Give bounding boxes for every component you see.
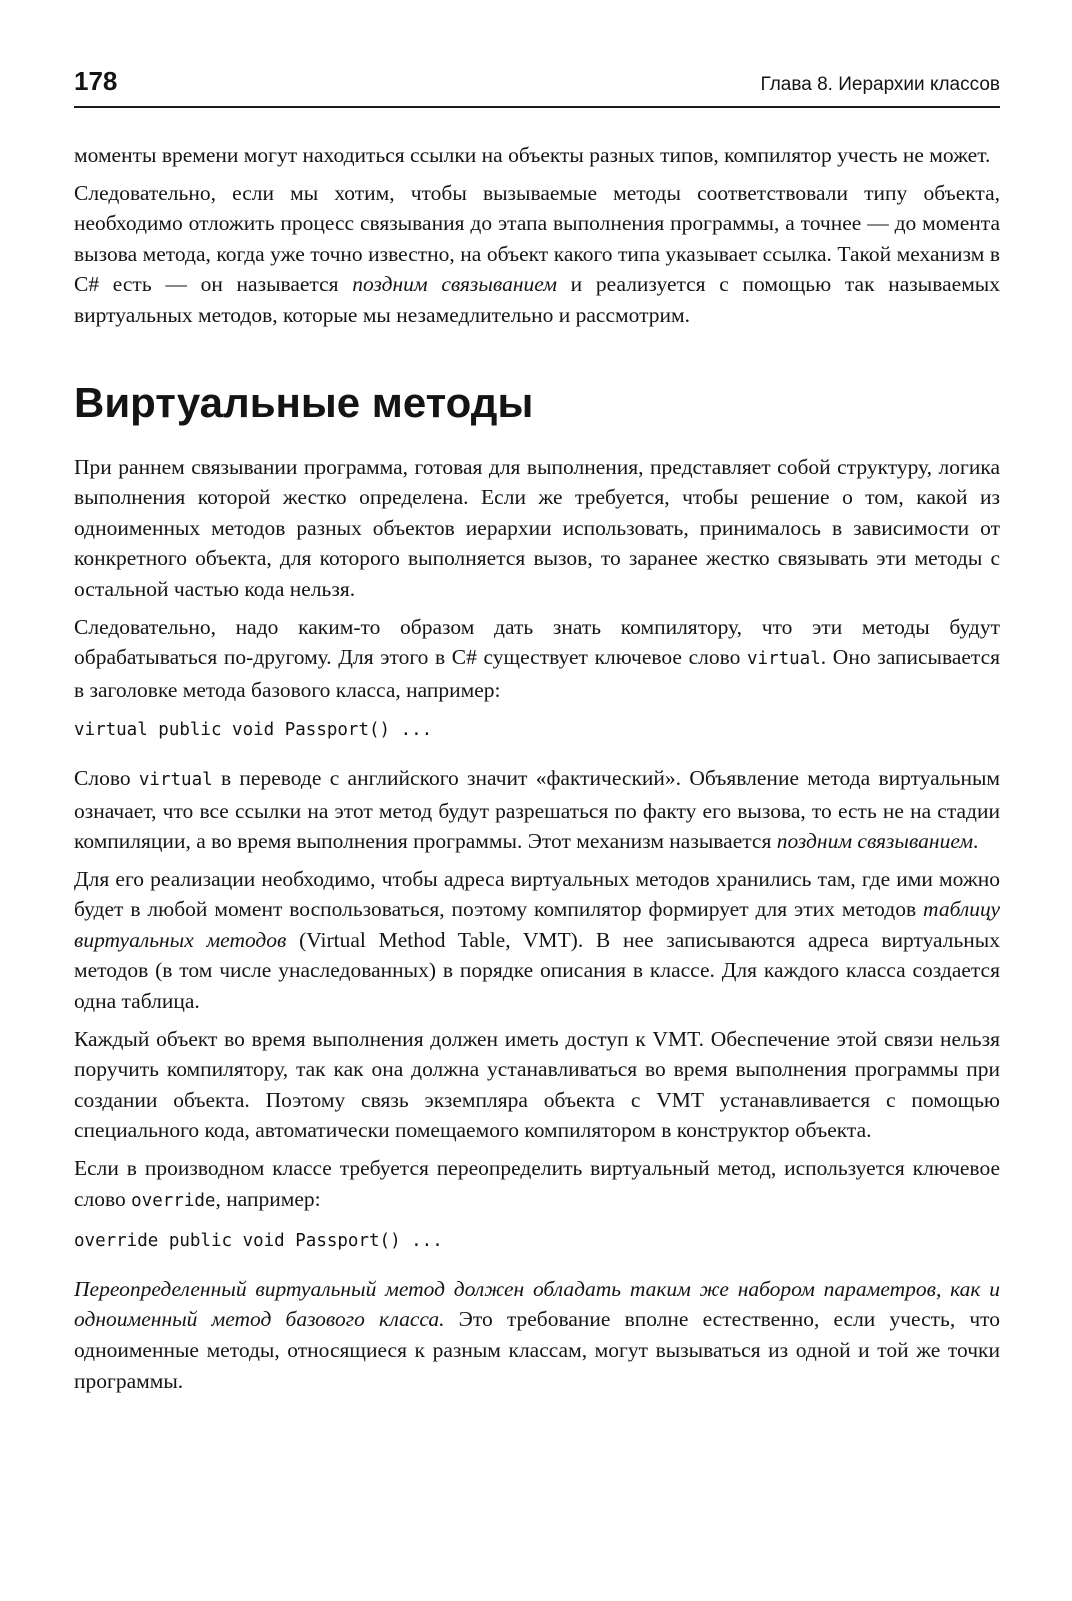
section-heading: Виртуальные методы xyxy=(74,378,534,426)
code-sample-override: override public void Passport() ... xyxy=(74,1231,443,1252)
paragraph-5-text-a: Слово xyxy=(74,765,139,790)
paragraph-5 xyxy=(74,763,1000,857)
paragraph-9-text-a: Это требование вполне естественно, если учесть, что одноименные методы, относящиеся к разным классам, могут вызываться из одной и той же точки программы. xyxy=(74,1307,1000,1393)
paragraph-6 xyxy=(74,864,1000,1017)
paragraph-8-text-b: , например: xyxy=(215,1186,321,1211)
paragraph-5-text-c: . xyxy=(973,829,979,854)
paragraph-9-emphasis: Переопределенный виртуальный метод должен обладать таким же набором параметров, как и одноименный метод базового класса. xyxy=(74,1276,1000,1332)
code-sample-virtual: virtual public void Passport() ... xyxy=(74,720,433,741)
paragraph-5-text-b: в переводе с английского значит «фактический». Объявление метода виртуальным означает, что все ссылки на этот метод будут разрешаться по факту его вызова, то есть не на стадии компиляции, а во время выполнения программы. Этот механизм называется xyxy=(74,765,1001,854)
paragraph-8-keyword: override xyxy=(131,1190,216,1211)
paragraph-5-keyword: virtual xyxy=(138,769,213,790)
paragraph-5-emphasis: поздним связыванием xyxy=(776,829,974,854)
paragraph-4-text-b: . Оно записывается в заголовке метода базового класса, например: xyxy=(74,645,1001,702)
paragraph-2-emphasis: поздним связыванием xyxy=(352,272,557,297)
paragraph-4 xyxy=(74,612,1000,706)
paragraph-3: При раннем связывании программа, готовая для выполнения, представляет собой структуру, логика выполнения которой жестко определена. Если же требуется, чтобы решение о том, какой из одноименных методов разных объектов иерархии использовать, принималось в зависимости от конкретного объекта, для которого выполняется вызов, то заранее жестко связывать эти методы с остальной частью кода нельзя. xyxy=(74,454,1000,601)
paragraph-6-emphasis: таблицу виртуальных методов xyxy=(74,897,1000,952)
paragraph-8-text-a: Если в производном классе требуется переопределить виртуальный метод, используется ключевое слово xyxy=(74,1156,1000,1211)
paragraph-2 xyxy=(74,178,1000,331)
paragraph-2-text-a: Следовательно, если мы хотим, чтобы вызываемые методы соответствовали типу объекта, необходимо отложить процесс связывания до этапа выполнения программы, а точнее — до момента вызова метода, когда уже точно известно, на объект какого типа указывает ссылка. Такой механизм в C# есть — он называется xyxy=(74,180,1000,297)
paragraph-6-text-a: Для его реализации необходимо, чтобы адреса виртуальных методов хранились там, где ими можно будет в любой момент воспользоваться, поэтому компилятор формирует для этих методов xyxy=(74,866,1000,922)
body-text xyxy=(74,140,1000,1403)
running-head: Глава 8. Иерархии классов xyxy=(760,74,1000,95)
page-number: 178 xyxy=(74,66,118,96)
page-header xyxy=(74,62,1000,108)
paragraph-4-text-a: Следовательно, надо каким-то образом дать знать компилятору, что эти методы будут обрабатываться по-другому. Для этого в C# существует ключевое слово xyxy=(74,614,1000,670)
paragraph-7: Каждый объект во время выполнения должен иметь доступ к VMT. Обеспечение этой связи нельзя поручить компилятору, так как она должна устанавливаться во время выполнения программы при создании объекта. Поэтому связь экземпляра объекта с VMT устанавливается с помощью специального кода, автоматически помещаемого компилятором в конструктор объекта. xyxy=(74,1026,1000,1143)
paragraph-8 xyxy=(74,1153,1000,1216)
paragraph-9 xyxy=(74,1274,1000,1396)
paragraph-6-text-b: (Virtual Method Table, VMT). В нее записываются адреса виртуальных методов (в том числе унаследованных) в порядке описания в классе. Для каждого класса создается одна таблица. xyxy=(74,927,1000,1014)
paragraph-4-keyword: virtual xyxy=(747,649,821,670)
paragraph-2-text-b: и реализуется с помощью так называемых виртуальных методов, которые мы незамедлительно и рассмотрим. xyxy=(74,272,1000,327)
paragraph-1: моменты времени могут находиться ссылки на объекты разных типов, компилятор учесть не может. xyxy=(74,143,991,167)
